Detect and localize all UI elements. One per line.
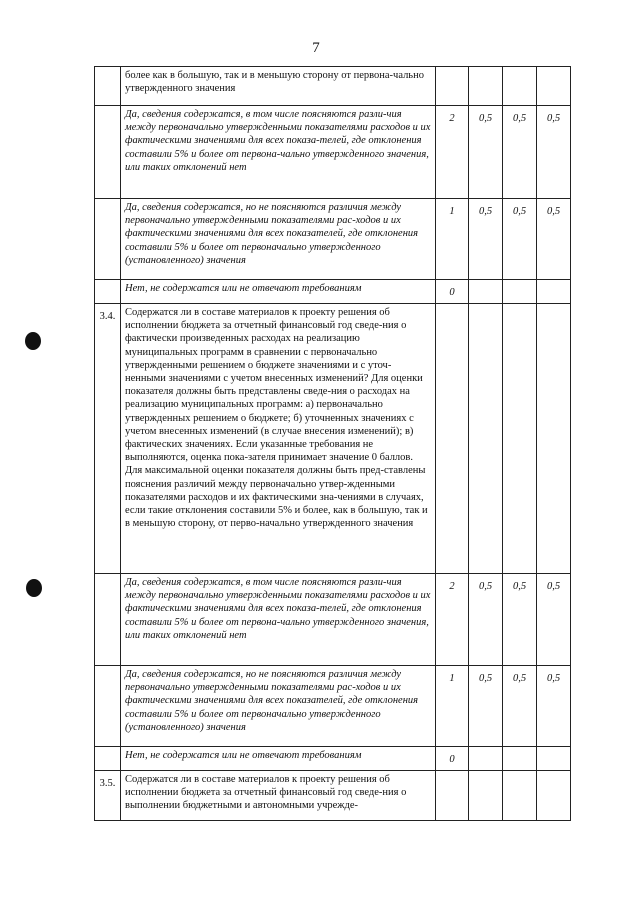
value-cell: 0,5 xyxy=(469,574,503,666)
value-cell xyxy=(469,67,503,106)
value-cell xyxy=(469,280,503,304)
table-row xyxy=(95,199,571,280)
criterion-text: Да, сведения содержатся, но не поясняются различия между первоначально утвержденными показателями рас-ходов и их фактическими значениями для всех показателей, где отклонения составили 5% и более от первоначально утвержденного (установленного) значения xyxy=(121,199,436,280)
value-cell: 0,5 xyxy=(537,574,571,666)
value-cell xyxy=(537,67,571,106)
row-number xyxy=(95,666,121,747)
score-cell: 2 xyxy=(436,106,469,199)
row-number xyxy=(95,67,121,106)
value-cell: 0,5 xyxy=(469,199,503,280)
score-cell xyxy=(436,67,469,106)
criterion-text: Да, сведения содержатся, в том числе поясняются разли-чия между первоначально утвержденными показателями расходов и их фактическими значениями для всех показа-телей, где отклонения составили 5% и более от первона-чально утвержденного значения, или таких отклонений нет xyxy=(121,574,436,666)
table-row xyxy=(95,67,571,106)
value-cell: 0,5 xyxy=(503,106,537,199)
score-cell: 0 xyxy=(436,747,469,771)
row-number xyxy=(95,280,121,304)
value-cell xyxy=(503,280,537,304)
row-number: 3.4. xyxy=(95,304,121,574)
value-cell xyxy=(503,771,537,821)
punch-hole-mark xyxy=(26,579,42,597)
value-cell: 0,5 xyxy=(469,106,503,199)
score-cell: 1 xyxy=(436,199,469,280)
value-cell: 0,5 xyxy=(537,666,571,747)
value-cell xyxy=(503,747,537,771)
value-cell: 0,5 xyxy=(503,574,537,666)
value-cell xyxy=(537,280,571,304)
score-cell xyxy=(436,771,469,821)
criterion-text: Да, сведения содержатся, но не поясняются различия между первоначально утвержденными показателями рас-ходов и их фактическими значениями для всех показателей, где отклонения составили 5% и более от первоначально утвержденного (установленного) значения xyxy=(121,666,436,747)
value-cell xyxy=(537,771,571,821)
score-cell: 2 xyxy=(436,574,469,666)
value-cell xyxy=(537,747,571,771)
row-number xyxy=(95,574,121,666)
punch-hole-mark xyxy=(25,332,41,350)
criterion-text: Нет, не содержатся или не отвечают требованиям xyxy=(121,747,436,771)
criterion-text: Содержатся ли в составе материалов к проекту решения об исполнении бюджета за отчетный финансовый год сведе-ния о фактически произведенных расходах на реализацию муниципальных программ в сравнении с первоначально утвержденными решением о бюджете значениями и с уточ-ненными значениями с учетом внесенных изменений? Для оценки показателя должны быть представлены сведе-ния о расходах на реализацию муниципальных программ: а) первоначально утвержденных решением о бюджете; б) уточненных значениях с учетом внесенных изменений (в случае внесения изменений); в) фактических значениях. Если указанные требования не выполняются, оценка пока-зателя принимает значение 0 баллов. Для максимальной оценки показателя должны быть пред-ставлены пояснения различий между первоначально утвер-жденными показателями расходов и их фактическими зна-чениями в случаях, если такие отклонения составили 5% и более, как в большую, так и в меньшую сторону, от перво-начально утвержденного значения xyxy=(121,304,436,574)
page-number: 7 xyxy=(312,40,320,56)
criterion-text: Содержатся ли в составе материалов к проекту решения об исполнении бюджета за отчетный финансовый год сведе-ния о выполнении бюджетными и автономными учрежде- xyxy=(121,771,436,821)
row-number xyxy=(95,199,121,280)
value-cell: 0,5 xyxy=(537,106,571,199)
value-cell: 0,5 xyxy=(503,666,537,747)
value-cell xyxy=(469,304,503,574)
score-cell xyxy=(436,304,469,574)
criterion-text: более как в большую, так и в меньшую сторону от первона-чально утвержденного значения xyxy=(121,67,436,106)
value-cell: 0,5 xyxy=(537,199,571,280)
table-row xyxy=(95,280,571,304)
criterion-text: Нет, не содержатся или не отвечают требованиям xyxy=(121,280,436,304)
table-row xyxy=(95,666,571,747)
table-row xyxy=(95,106,571,199)
row-number xyxy=(95,106,121,199)
criterion-text: Да, сведения содержатся, в том числе поясняются разли-чия между первоначально утвержденными показателями расходов и их фактическими значениями для всех показа-телей, где отклонения составили 5% и более от первона-чально утвержденного значения, или таких отклонений нет xyxy=(121,106,436,199)
table-row xyxy=(95,747,571,771)
value-cell xyxy=(469,747,503,771)
value-cell xyxy=(503,67,537,106)
score-cell: 0 xyxy=(436,280,469,304)
criteria-table xyxy=(94,66,571,821)
value-cell: 0,5 xyxy=(469,666,503,747)
value-cell xyxy=(469,771,503,821)
row-number: 3.5. xyxy=(95,771,121,821)
table-row xyxy=(95,304,571,574)
value-cell: 0,5 xyxy=(503,199,537,280)
row-number xyxy=(95,747,121,771)
value-cell xyxy=(537,304,571,574)
value-cell xyxy=(503,304,537,574)
table-row xyxy=(95,771,571,821)
score-cell: 1 xyxy=(436,666,469,747)
table-row xyxy=(95,574,571,666)
